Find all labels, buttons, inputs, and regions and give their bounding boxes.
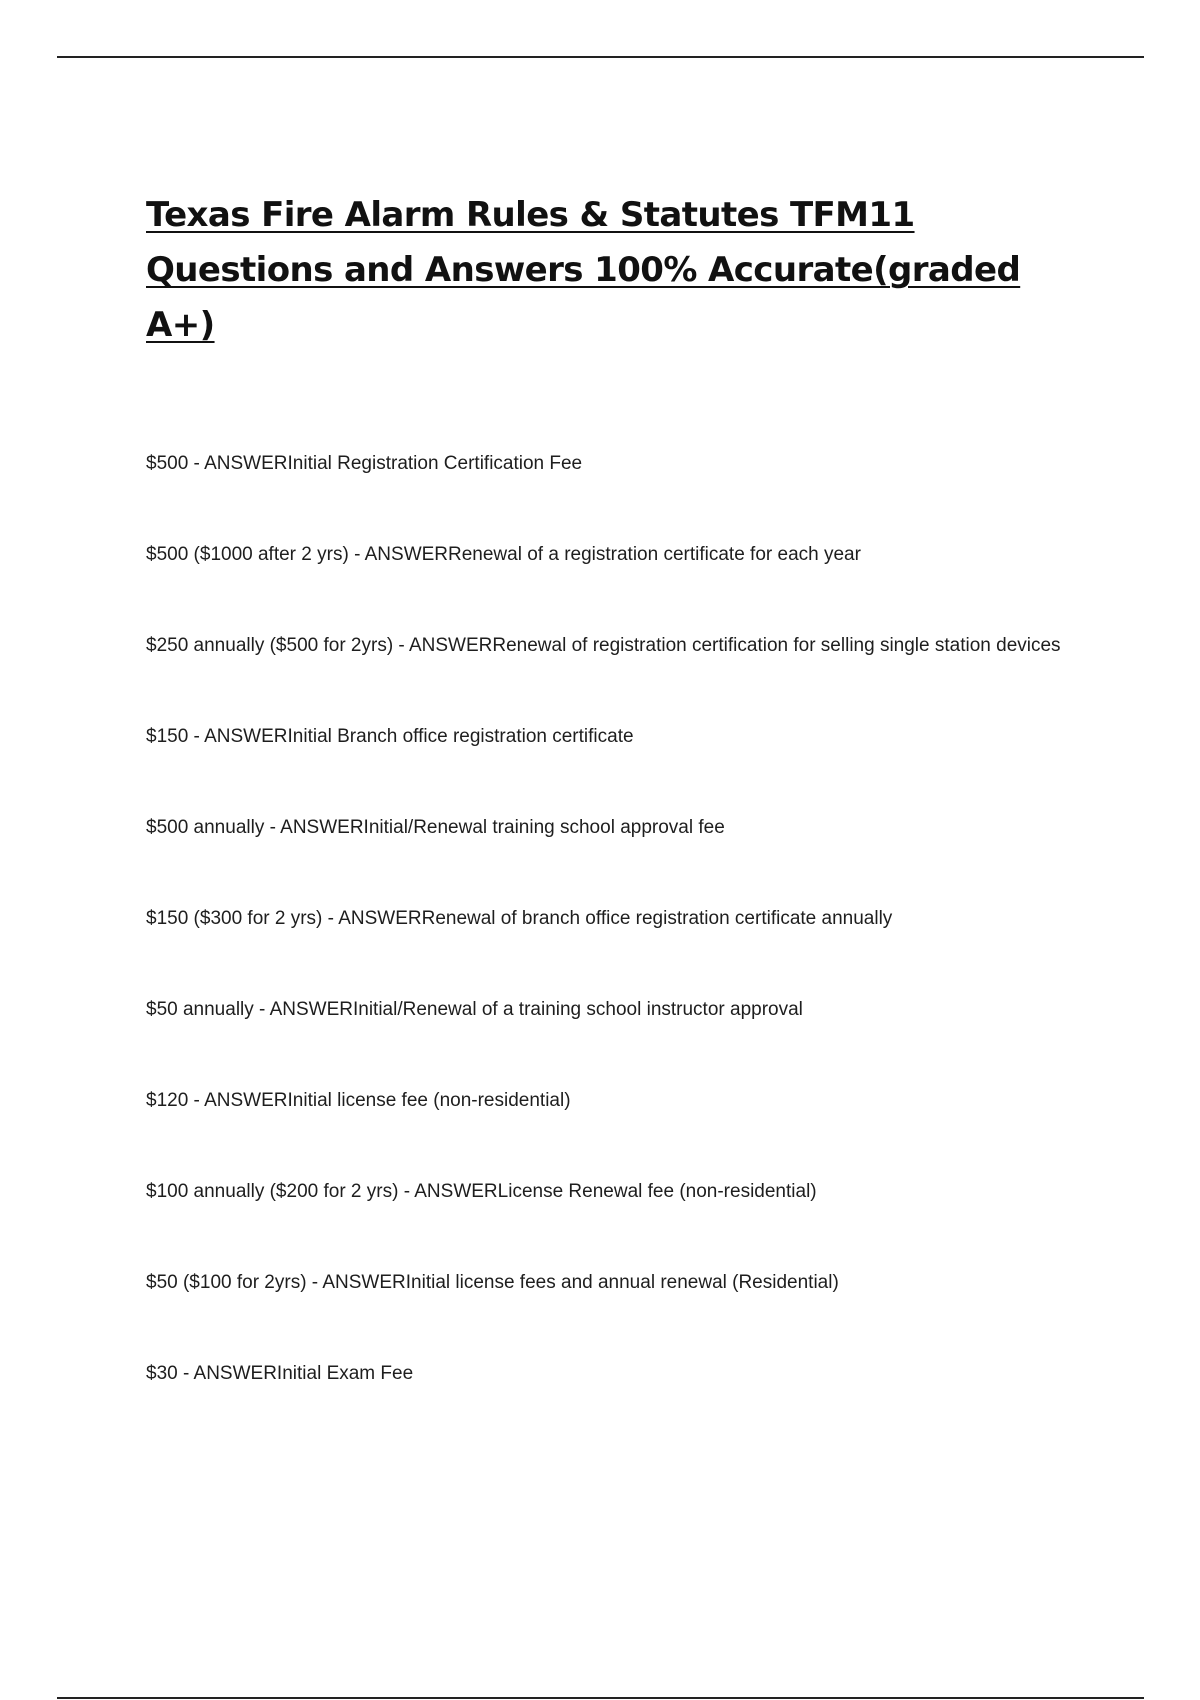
list-item: $500 ($1000 after 2 yrs) - ANSWERRenewal of a registration certificate for each year — [146, 544, 861, 565]
qa-list — [146, 450, 1086, 1451]
list-item: $500 - ANSWERInitial Registration Certification Fee — [146, 453, 583, 474]
document-body — [146, 188, 1086, 1384]
bottom-divider — [57, 1697, 1144, 1699]
list-item: $500 annually - ANSWERInitial/Renewal training school approval fee — [146, 817, 725, 838]
list-item: $120 - ANSWERInitial license fee (non-residential) — [146, 1090, 571, 1111]
list-item: $100 annually ($200 for 2 yrs) - ANSWERLicense Renewal fee (non-residential) — [146, 1181, 817, 1202]
list-item: $30 - ANSWERInitial Exam Fee — [146, 1363, 414, 1384]
document-title: Texas Fire Alarm Rules & Statutes TFM11 Questions and Answers 100% Accurate(graded A+) — [146, 195, 1021, 345]
list-item: $250 annually ($500 for 2yrs) - ANSWERRenewal of registration certification for selling single station devices — [146, 635, 1061, 656]
top-divider — [57, 56, 1144, 58]
list-item: $150 ($300 for 2 yrs) - ANSWERRenewal of branch office registration certificate annually — [146, 908, 893, 929]
list-item: $50 annually - ANSWERInitial/Renewal of a training school instructor approval — [146, 999, 803, 1020]
list-item: $50 ($100 for 2yrs) - ANSWERInitial license fees and annual renewal (Residential) — [146, 1272, 839, 1293]
list-item: $150 - ANSWERInitial Branch office registration certificate — [146, 726, 634, 747]
